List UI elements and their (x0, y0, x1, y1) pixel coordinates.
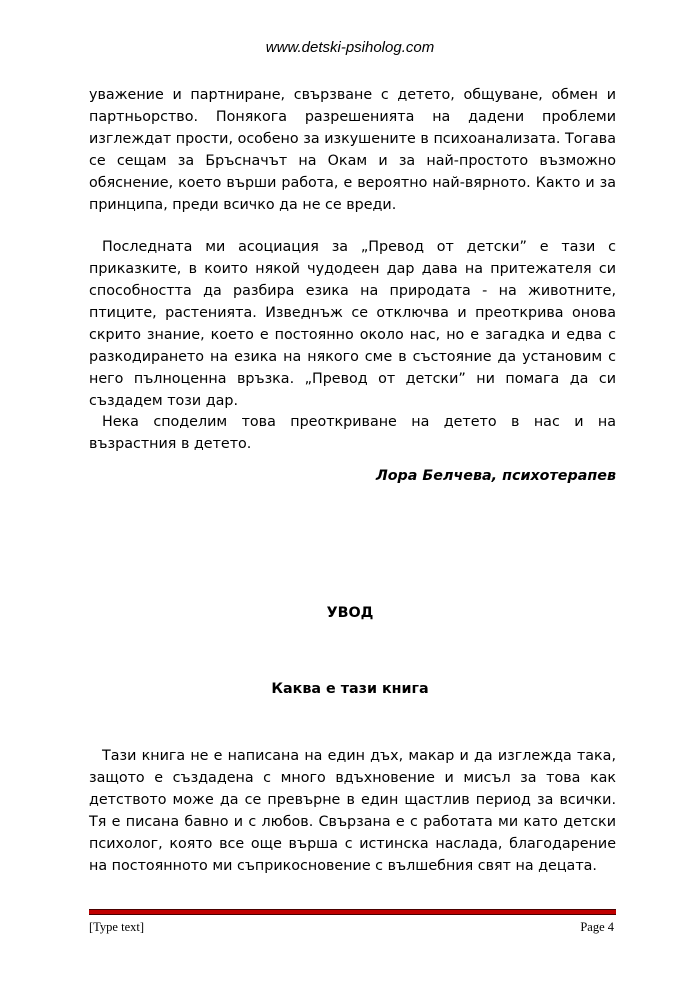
paragraph-text: Тази книга не е написана на един дъх, макар и да изглежда така, защото е създадена с много вдъхновение и мисъл за това как детството може да се превърне в един щастлив период за всички. Тя е писана бавно и с любов. Свързана е с работата ми като детски психолог, която все още върша с истинска наслада, благодарение на постоянното ми съприкосновение с вълшебния свят на децата. (89, 748, 616, 874)
paragraph-text: Последната ми асоциация за „Превод от детски” е тази с приказките, в които някой чудодеен дар дава на притежателя си способността да разбира езика на природата - на животните, птиците, растенията. Изведнъж се отключва и преоткрива онова скрито знание, което е постоянно около нас, но е загадка и едва с разкодирането на езика на някого сме в състояние да установим с него пълноценна връзка. „Превод от детски” ни помага да си създадем този дар. (89, 239, 616, 409)
paragraph-1 (89, 84, 616, 216)
footer-left-text: [Type text] (89, 920, 145, 934)
paragraph-3 (89, 411, 616, 455)
header-url: www.detski-psiholog.com (265, 39, 435, 56)
author-signature: Лора Белчева, психотерапев (375, 468, 616, 484)
page-number: Page 4 (580, 920, 614, 934)
section-title: УВОД (326, 605, 374, 621)
footer-divider (89, 909, 616, 915)
paragraph-text: уважение и партниране, свързване с детето, общуване, обмен и партньорство. Понякога разрешенията на дадени проблеми изглеждат прости, особено за изкушените в психоанализата. Тогава се сещам за Бръсначът на Окам и за най-простото възможно обяснение, което върши работа, е вероятно най-вярното. Както и за принципа, преди всичко да не се вреди. (89, 87, 616, 213)
paragraph-2 (89, 236, 616, 412)
section-subtitle: Каква е тази книга (271, 681, 429, 697)
section-paragraph (89, 745, 616, 877)
paragraph-text: Нека споделим това преоткриване на детето в нас и на възрастния в детето. (89, 414, 616, 452)
